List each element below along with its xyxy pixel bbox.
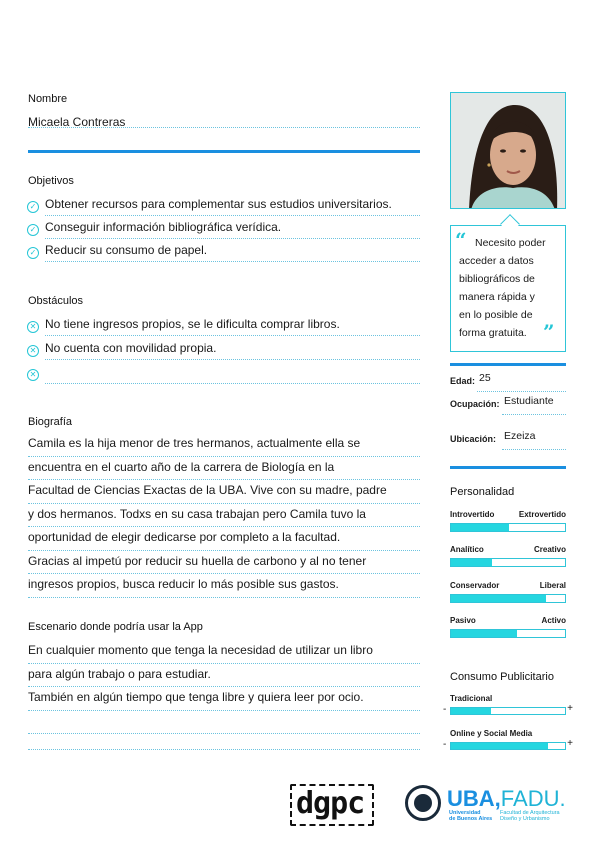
escenario-line: para algún trabajo o para estudiar. [28,664,420,688]
obstaculo-item [27,340,420,362]
dgpc-logo [290,784,374,826]
minus-sign: - [443,739,447,750]
escenario-line [28,711,420,735]
open-quote-icon: “ [455,228,467,252]
x-circle-icon: ✕ [27,369,39,381]
nombre-label: Nombre [28,93,68,105]
objetivo-text: Obtener recursos para complementar sus estudios universitarios. [45,197,392,211]
quote-line: Necesito poder [475,237,546,249]
check-circle-icon: ✓ [27,247,39,259]
ubicacion-label: Ubicación: [450,434,497,444]
biografia-line: Gracias al impetú por reducir su huella de carbono y al no tener [28,551,420,575]
quote-line: forma gratuita. [459,327,527,339]
quote-line: en lo posible de [459,309,533,321]
slider-right-label: Activo [541,616,566,625]
obstaculo-text: No tiene ingresos propios, se le dificulta comprar libros. [45,317,340,331]
consumo-fill [451,743,548,749]
slider-left-label: Analítico [450,545,484,554]
quote-line: manera rápida y [459,291,535,303]
escenario-line: También en algún tiempo que tenga libre y quiera leer por ocio. [28,687,420,711]
ocupacion-label: Ocupación: [450,399,500,409]
objetivos-label: Objetivos [28,175,74,187]
biografia-line: ingresos propios, busca reducir lo más posible sus gastos. [28,574,420,598]
consumo-bar-label: Online y Social Media [450,729,533,738]
slider-right-label: Creativo [533,545,566,554]
obstaculo-text: No cuenta con movilidad propia. [45,341,217,355]
slider-fill [451,630,517,637]
slider-track [450,594,566,603]
slider-track [450,558,566,567]
persona-photo [450,92,566,209]
ocupacion-field [450,393,566,415]
obstaculos-label: Obstáculos [28,295,84,307]
objetivo-text: Conseguir información bibliográfica verídica. [45,220,282,234]
close-quote-icon: ” [543,320,555,344]
personalidad-title: Personalidad [450,486,515,498]
slider-fill [451,559,492,566]
slider-right-label: Liberal [539,581,566,590]
dgpc-logo-text: dgpc [296,786,365,821]
biografia-line: oportunidad de elegir dedicarse por completo a la facultad. [28,527,420,551]
quote-line: bibliográficos de [459,273,535,285]
edad-field [450,370,566,392]
ubicacion-field [450,428,566,450]
escenario-label: Escenario donde podría usar la App [28,621,203,633]
plus-sign: + [567,738,573,749]
slider-left-label: Pasivo [450,616,476,625]
quote-line: acceder a datos [459,255,534,267]
objetivo-item [27,219,420,241]
biografia-line: encuentra en el cuarto año de la carrera de Biología en la [28,457,420,481]
x-circle-icon: ✕ [27,345,39,357]
objetivo-text: Reducir su consumo de papel. [45,243,208,257]
biografia-line: y dos hermanos. Todxs en su casa trabajan pero Camila tuvo la [28,504,420,528]
fadu-subtitle: Facultad de Arquitectura Diseño y Urbanismo [500,810,560,822]
objetivo-item [27,196,420,218]
ocupacion-value: Estudiante [504,395,554,407]
slider-left-label: Conservador [450,581,500,590]
biografia-line: Facultad de Ciencias Exactas de la UBA. Vive con su madre, padre [28,480,420,504]
ubicacion-value: Ezeiza [504,430,536,442]
escenario-line: En cualquier momento que tenga la necesidad de utilizar un libro [28,640,420,664]
consumo-track [450,742,566,750]
divider-bar [28,150,420,153]
portrait-image [451,93,566,209]
objetivo-item [27,242,420,264]
slider-left-label: Introvertido [450,510,495,519]
consumo-fill [451,708,491,714]
uba-text: UBA [447,786,495,811]
fadu-text: FADU. [500,786,566,811]
minus-sign: - [443,704,447,715]
consumo-bar-label: Tradicional [450,694,493,703]
plus-sign: + [567,703,573,714]
quote-card [450,225,566,352]
check-circle-icon: ✓ [27,224,39,236]
uba-seal-icon [405,785,441,821]
escenario-underline [28,749,420,750]
check-circle-icon: ✓ [27,201,39,213]
slider-track [450,523,566,532]
uba-fadu-wordmark: UBA,FADU. [447,786,566,811]
edad-label: Edad: [450,376,476,386]
sidebar-divider-bottom [450,466,566,469]
nombre-underline [28,127,420,128]
slider-fill [451,595,546,602]
slider-track [450,629,566,638]
obstaculo-item [27,316,420,338]
uba-subtitle: Universidad de Buenos Aires [449,810,493,822]
slider-right-label: Extrovertido [518,510,566,519]
sidebar-divider-top [450,363,566,366]
slider-fill [451,524,509,531]
biografia-label: Biografía [28,416,73,428]
x-circle-icon: ✕ [27,321,39,333]
biografia-line: Camila es la hija menor de tres hermanos, actualmente ella se [28,433,420,457]
edad-value: 25 [479,372,491,384]
nombre-value: Micaela Contreras [28,115,126,129]
consumo-title: Consumo Publicitario [450,671,554,683]
consumo-track [450,707,566,715]
obstaculo-item [27,364,420,386]
